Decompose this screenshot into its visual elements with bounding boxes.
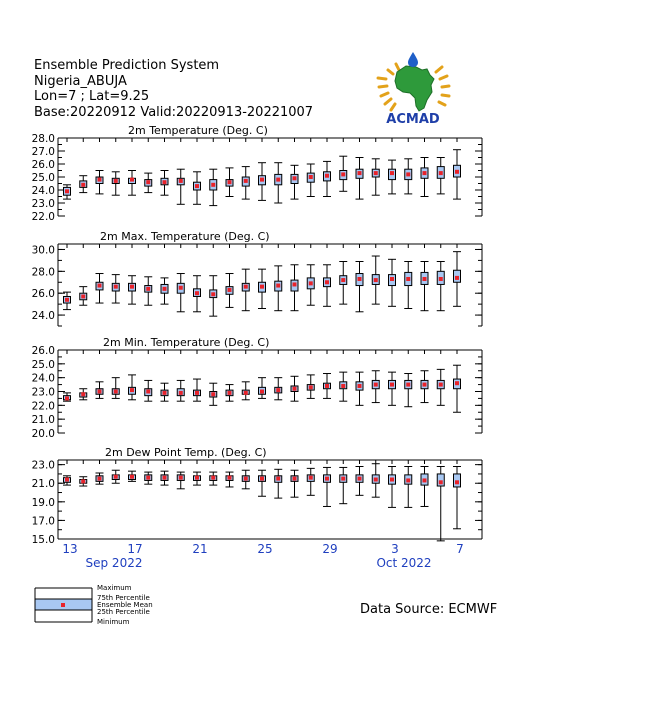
- mean-marker: [374, 478, 378, 482]
- y-tick-label: 19.0: [31, 496, 55, 509]
- y-tick-label: 17.0: [31, 515, 55, 528]
- mean-marker: [65, 396, 69, 400]
- mean-marker: [98, 178, 102, 182]
- legend-label-p25: 25th Percentile: [97, 608, 150, 616]
- mean-marker: [341, 278, 345, 282]
- mean-marker: [146, 287, 150, 291]
- mean-marker: [228, 476, 232, 480]
- y-tick-label: 30.0: [31, 244, 55, 257]
- mean-marker: [81, 392, 85, 396]
- mean-marker: [146, 390, 150, 394]
- mean-marker: [130, 178, 134, 182]
- mean-marker: [276, 178, 280, 182]
- header-location: Nigeria_ABUJA: [34, 73, 127, 89]
- y-tick-label: 24.0: [31, 310, 55, 323]
- mean-marker: [179, 391, 183, 395]
- mean-marker: [81, 183, 85, 187]
- panel-title: 2m Max. Temperature (Deg. C): [100, 230, 270, 243]
- mean-marker: [228, 288, 232, 292]
- mean-marker: [114, 475, 118, 479]
- mean-marker: [406, 277, 410, 281]
- mean-marker: [244, 477, 248, 481]
- mean-marker: [114, 390, 118, 394]
- panel-title: 2m Dew Point Temp. (Deg. C): [105, 446, 267, 459]
- mean-marker: [260, 178, 264, 182]
- mean-marker: [244, 391, 248, 395]
- mean-marker: [390, 383, 394, 387]
- x-tick-label: 25: [257, 542, 273, 556]
- y-tick-label: 25.0: [31, 172, 55, 184]
- mean-marker: [163, 391, 167, 395]
- x-tick-label: 29: [322, 542, 338, 556]
- mean-marker: [406, 172, 410, 176]
- mean-marker: [211, 476, 215, 480]
- mean-marker: [374, 383, 378, 387]
- mean-marker: [276, 284, 280, 288]
- mean-marker: [195, 476, 199, 480]
- y-tick-label: 22.0: [31, 400, 55, 413]
- mean-marker: [163, 287, 167, 291]
- mean-marker: [455, 381, 459, 385]
- mean-marker: [455, 276, 459, 280]
- mean-marker: [179, 179, 183, 183]
- y-tick-label: 27.0: [31, 146, 55, 158]
- mean-marker: [423, 277, 427, 281]
- mean-marker: [81, 294, 85, 298]
- mean-marker: [65, 298, 69, 302]
- mean-marker: [390, 171, 394, 175]
- mean-marker: [211, 183, 215, 187]
- mean-marker: [179, 286, 183, 290]
- mean-marker: [325, 384, 329, 388]
- header-base-valid: Base:20220912 Valid:20220913-20221007: [34, 104, 314, 120]
- mean-marker: [81, 479, 85, 483]
- mean-marker: [358, 477, 362, 481]
- mean-marker: [179, 476, 183, 480]
- mean-marker: [98, 390, 102, 394]
- mean-marker: [341, 172, 345, 176]
- panel-title: 2m Min. Temperature (Deg. C): [103, 336, 270, 349]
- y-tick-label: 26.0: [31, 345, 55, 357]
- mean-marker: [374, 171, 378, 175]
- data-source: Data Source: ECMWF: [360, 602, 498, 617]
- mean-marker: [439, 480, 443, 484]
- mean-marker: [439, 171, 443, 175]
- mean-marker: [228, 391, 232, 395]
- mean-marker: [276, 477, 280, 481]
- mean-marker: [325, 174, 329, 178]
- mean-marker: [293, 282, 297, 286]
- mean-marker: [244, 179, 248, 183]
- mean-marker: [211, 292, 215, 296]
- legend-label-maximum: Maximum: [97, 584, 132, 592]
- mean-marker: [358, 384, 362, 388]
- mean-marker: [309, 281, 313, 285]
- mean-marker: [163, 180, 167, 184]
- legend-label-mean: Ensemble Mean: [97, 601, 153, 609]
- mean-marker: [130, 388, 134, 392]
- mean-marker: [358, 171, 362, 175]
- y-tick-label: 21.0: [31, 478, 55, 491]
- mean-marker: [65, 478, 69, 482]
- mean-marker: [455, 170, 459, 174]
- mean-marker: [390, 478, 394, 482]
- mean-marker: [309, 385, 313, 389]
- mean-marker: [423, 383, 427, 387]
- mean-marker: [325, 477, 329, 481]
- legend-mean-marker: [61, 603, 65, 607]
- mean-marker: [358, 277, 362, 281]
- mean-marker: [406, 383, 410, 387]
- mean-marker: [146, 476, 150, 480]
- y-tick-label: 20.0: [31, 428, 55, 440]
- mean-marker: [423, 171, 427, 175]
- y-tick-label: 25.0: [31, 358, 55, 371]
- mean-marker: [293, 477, 297, 481]
- mean-marker: [114, 285, 118, 289]
- mean-marker: [260, 285, 264, 289]
- y-tick-label: 26.0: [31, 288, 55, 301]
- mean-marker: [98, 477, 102, 481]
- x-month-label: Oct 2022: [376, 556, 432, 570]
- y-tick-label: 23.0: [31, 386, 55, 399]
- mean-marker: [260, 390, 264, 394]
- x-tick-label: 3: [391, 542, 399, 556]
- x-tick-label: 17: [127, 542, 143, 556]
- mean-marker: [163, 476, 167, 480]
- y-tick-label: 15.0: [31, 534, 55, 546]
- y-tick-label: 24.0: [31, 185, 55, 197]
- mean-marker: [195, 291, 199, 295]
- panel-title: 2m Temperature (Deg. C): [128, 124, 268, 137]
- mean-marker: [309, 175, 313, 179]
- mean-marker: [293, 387, 297, 391]
- x-tick-label: 7: [456, 542, 464, 556]
- x-month-label: Sep 2022: [85, 556, 143, 570]
- y-tick-label: 22.0: [31, 211, 55, 223]
- mean-marker: [244, 285, 248, 289]
- mean-marker: [130, 285, 134, 289]
- mean-marker: [260, 477, 264, 481]
- y-tick-label: 24.0: [31, 372, 55, 385]
- mean-marker: [293, 176, 297, 180]
- mean-marker: [98, 284, 102, 288]
- mean-marker: [195, 184, 199, 188]
- mean-marker: [114, 179, 118, 183]
- legend-label-minimum: Minimum: [97, 618, 130, 626]
- mean-marker: [276, 388, 280, 392]
- mean-marker: [455, 480, 459, 484]
- mean-marker: [390, 277, 394, 281]
- mean-marker: [325, 280, 329, 284]
- y-tick-label: 21.0: [31, 414, 55, 427]
- mean-marker: [211, 392, 215, 396]
- mean-marker: [309, 476, 313, 480]
- mean-marker: [130, 475, 134, 479]
- mean-marker: [439, 383, 443, 387]
- mean-marker: [146, 180, 150, 184]
- mean-marker: [228, 180, 232, 184]
- mean-marker: [341, 477, 345, 481]
- header-coordinates: Lon=7 ; Lat=9.25: [34, 89, 150, 104]
- y-tick-label: 28.0: [31, 133, 55, 145]
- y-tick-label: 26.0: [31, 159, 55, 171]
- y-tick-label: 23.0: [31, 198, 55, 210]
- x-tick-label: 21: [192, 542, 208, 556]
- mean-marker: [423, 478, 427, 482]
- y-tick-label: 28.0: [31, 266, 55, 279]
- mean-marker: [65, 189, 69, 193]
- header-title: Ensemble Prediction System: [34, 58, 220, 73]
- x-tick-label: 13: [62, 542, 78, 556]
- legend-label-p75: 75th Percentile: [97, 594, 150, 602]
- mean-marker: [439, 277, 443, 281]
- mean-marker: [195, 391, 199, 395]
- mean-marker: [341, 384, 345, 388]
- mean-marker: [406, 478, 410, 482]
- y-tick-label: 23.0: [31, 459, 55, 472]
- logo-text: ACMAD: [386, 112, 440, 126]
- mean-marker: [374, 278, 378, 282]
